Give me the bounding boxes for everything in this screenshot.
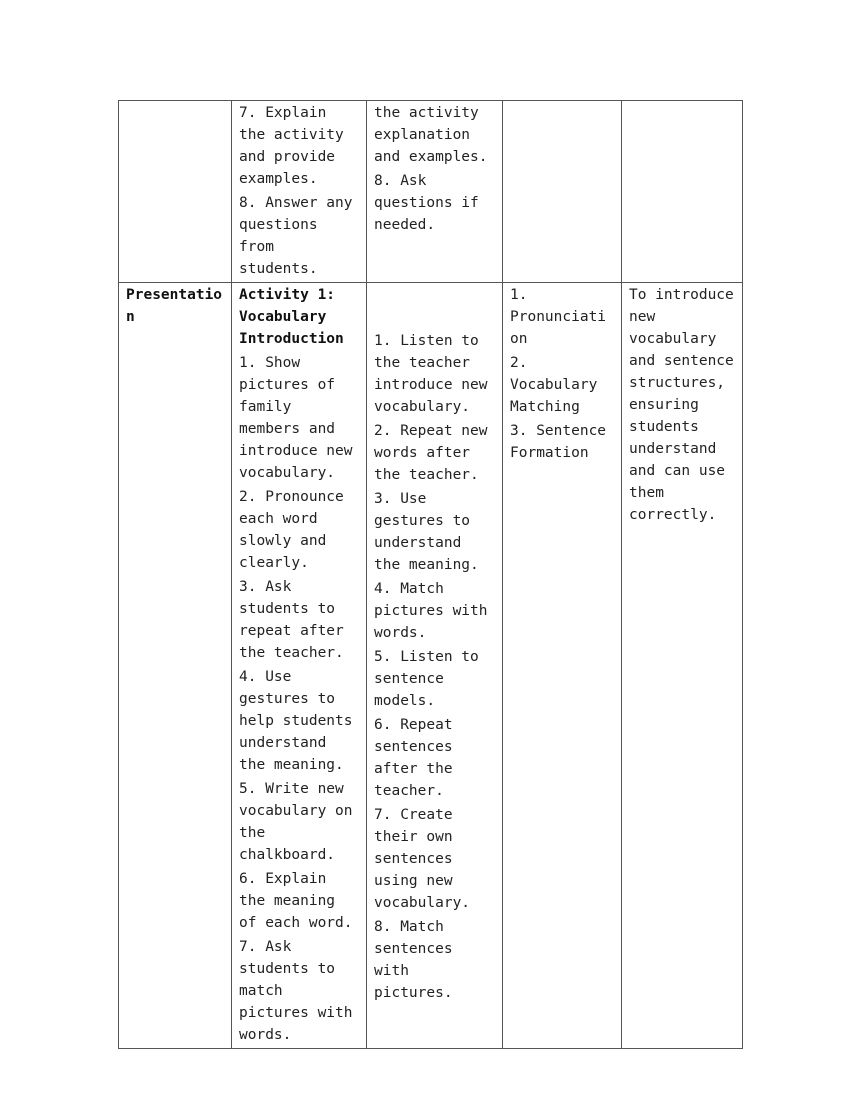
lesson-plan-table (118, 100, 743, 1049)
stage-cell: Presentation (119, 283, 232, 1049)
student-activities-cell (367, 283, 503, 1049)
list-item: 1. Show pictures of family members and introduce new vocabulary. (239, 355, 353, 481)
objectives-cell: To introduce new vocabulary and sentence structures, ensuring students understand and can use them correctly. (622, 283, 743, 1049)
list-item: the activity explanation and examples. (374, 105, 488, 165)
objectives-cell (622, 101, 743, 283)
list-item: 6. Explain the meaning of each word. (239, 871, 353, 931)
table-row (119, 283, 743, 1049)
stage-cell (119, 101, 232, 283)
table-row (119, 101, 743, 283)
student-activities-cell (367, 101, 503, 283)
list-item: 5. Listen to sentence models. (374, 649, 479, 709)
list-item: 2. Pronounce each word slowly and clearly. (239, 489, 344, 571)
list-item: 5. Write new vocabulary on the chalkboard. (239, 781, 353, 863)
activities-cell (503, 101, 622, 283)
list-item: 3. Sentence Formation (510, 423, 607, 461)
list-item: 8. Match sentences with pictures. (374, 919, 453, 1001)
list-item: 3. Ask students to repeat after the teacher. (239, 579, 344, 661)
activities-cell (503, 283, 622, 1049)
list-item: 3. Use gestures to understand the meaning. (374, 491, 479, 573)
list-item: 4. Match pictures with words. (374, 581, 488, 641)
list-item: 4. Use gestures to help students understand the meaning. (239, 669, 353, 773)
activity-title: Activity 1: Vocabulary Introduction (239, 287, 344, 347)
list-item: 8. Answer any questions from students. (239, 195, 353, 277)
teacher-activities-cell (232, 283, 367, 1049)
list-item: 6. Repeat sentences after the teacher. (374, 717, 453, 799)
list-item: 8. Ask questions if needed. (374, 173, 479, 233)
list-item: 7. Create their own sentences using new vocabulary. (374, 807, 471, 911)
list-item: 1. Listen to the teacher introduce new vocabulary. (374, 333, 488, 415)
teacher-activities-cell (232, 101, 367, 283)
list-item: 7. Ask students to match pictures with words. (239, 939, 353, 1043)
list-item: 2. Vocabulary Matching (510, 355, 598, 415)
list-item: 2. Repeat new words after the teacher. (374, 423, 488, 483)
list-item: 1. Pronunciation (510, 287, 607, 347)
list-item: 7. Explain the activity and provide examples. (239, 105, 344, 187)
